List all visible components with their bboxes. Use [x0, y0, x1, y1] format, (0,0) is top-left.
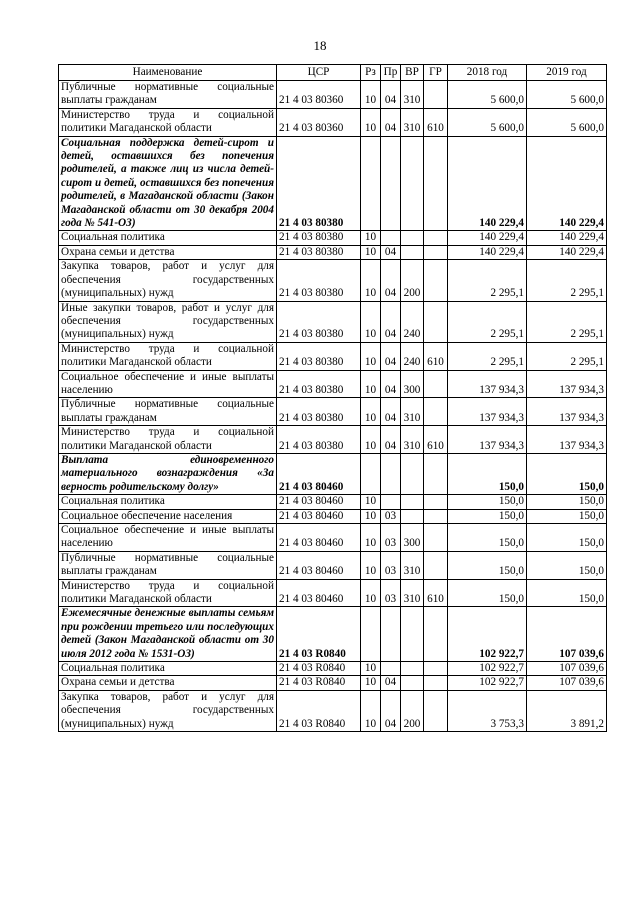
table-row: [59, 231, 607, 245]
cell-rz: 10: [361, 301, 381, 342]
cell-2018: 3 753,3: [448, 690, 527, 731]
cell-2018: 2 295,1: [448, 260, 527, 301]
cell-2018: 137 934,3: [448, 398, 527, 426]
cell-rz: 10: [361, 524, 381, 552]
header-vr: ВР: [401, 65, 424, 81]
cell-gr: [424, 453, 448, 494]
cell-name: Иные закупки товаров, работ и услуг для обеспечения государственных (муниципальных) нужд: [59, 301, 277, 342]
cell-2019: 150,0: [527, 551, 607, 579]
cell-vr: 310: [401, 426, 424, 454]
cell-csr: 21 4 03 80380: [277, 260, 361, 301]
cell-pr: 04: [381, 260, 401, 301]
cell-rz: 10: [361, 676, 381, 690]
cell-pr: [381, 231, 401, 245]
cell-vr: [401, 662, 424, 676]
table-row: [59, 81, 607, 109]
cell-pr: [381, 136, 401, 231]
cell-2018: 150,0: [448, 551, 527, 579]
cell-2018: 140 229,4: [448, 245, 527, 259]
table-row: [59, 524, 607, 552]
cell-csr: 21 4 03 80380: [277, 398, 361, 426]
cell-2019: 140 229,4: [527, 231, 607, 245]
cell-vr: 310: [401, 398, 424, 426]
table-row: [59, 370, 607, 398]
cell-2019: 2 295,1: [527, 260, 607, 301]
cell-pr: 03: [381, 551, 401, 579]
cell-pr: [381, 607, 401, 662]
cell-gr: [424, 495, 448, 509]
cell-2018: 137 934,3: [448, 370, 527, 398]
cell-rz: [361, 453, 381, 494]
cell-gr: 610: [424, 342, 448, 370]
cell-csr: 21 4 03 R0840: [277, 676, 361, 690]
cell-name: Социальное обеспечение населения: [59, 509, 277, 523]
cell-2018: 140 229,4: [448, 136, 527, 231]
cell-2018: 150,0: [448, 453, 527, 494]
cell-name: Социальное обеспечение и иные выплаты населению: [59, 370, 277, 398]
cell-rz: 10: [361, 662, 381, 676]
cell-2018: 140 229,4: [448, 231, 527, 245]
cell-2019: 137 934,3: [527, 370, 607, 398]
cell-2019: 137 934,3: [527, 426, 607, 454]
cell-name: Закупка товаров, работ и услуг для обеспечения государственных (муниципальных) нужд: [59, 690, 277, 731]
cell-2019: 137 934,3: [527, 398, 607, 426]
cell-gr: [424, 301, 448, 342]
table-row: [59, 676, 607, 690]
cell-2018: 102 922,7: [448, 662, 527, 676]
cell-2018: 150,0: [448, 579, 527, 607]
table-row: [59, 426, 607, 454]
cell-pr: 04: [381, 370, 401, 398]
cell-pr: 04: [381, 342, 401, 370]
cell-csr: 21 4 03 80380: [277, 231, 361, 245]
cell-csr: 21 4 03 R0840: [277, 607, 361, 662]
cell-rz: 10: [361, 370, 381, 398]
cell-2019: 150,0: [527, 495, 607, 509]
cell-name: Министерство труда и социальной политики Магаданской области: [59, 579, 277, 607]
cell-gr: [424, 398, 448, 426]
cell-rz: 10: [361, 426, 381, 454]
cell-pr: 03: [381, 579, 401, 607]
cell-vr: 310: [401, 579, 424, 607]
cell-csr: 21 4 03 80460: [277, 579, 361, 607]
cell-name: Социальное обеспечение и иные выплаты населению: [59, 524, 277, 552]
cell-rz: 10: [361, 690, 381, 731]
cell-2019: 107 039,6: [527, 662, 607, 676]
cell-2018: 2 295,1: [448, 342, 527, 370]
cell-2018: 2 295,1: [448, 301, 527, 342]
table-row: [59, 607, 607, 662]
cell-pr: [381, 453, 401, 494]
cell-vr: 200: [401, 690, 424, 731]
table-row: [59, 509, 607, 523]
cell-csr: 21 4 03 80460: [277, 551, 361, 579]
cell-name: Министерство труда и социальной политики Магаданской области: [59, 342, 277, 370]
cell-name: Социальная политика: [59, 495, 277, 509]
cell-name: Министерство труда и социальной политики Магаданской области: [59, 426, 277, 454]
cell-name: Закупка товаров, работ и услуг для обеспечения государственных (муниципальных) нужд: [59, 260, 277, 301]
cell-pr: 03: [381, 509, 401, 523]
cell-vr: 300: [401, 370, 424, 398]
cell-gr: 610: [424, 108, 448, 136]
cell-gr: [424, 245, 448, 259]
cell-vr: [401, 676, 424, 690]
table-row: [59, 136, 607, 231]
cell-gr: [424, 607, 448, 662]
cell-name: Публичные нормативные социальные выплаты гражданам: [59, 398, 277, 426]
cell-rz: 10: [361, 398, 381, 426]
cell-rz: 10: [361, 245, 381, 259]
cell-vr: 240: [401, 342, 424, 370]
cell-2019: 2 295,1: [527, 342, 607, 370]
cell-gr: 610: [424, 579, 448, 607]
table-row: [59, 108, 607, 136]
cell-rz: 10: [361, 81, 381, 109]
cell-rz: 10: [361, 108, 381, 136]
table-row: [59, 301, 607, 342]
cell-name: Социальная политика: [59, 231, 277, 245]
cell-rz: 10: [361, 495, 381, 509]
cell-gr: [424, 509, 448, 523]
header-name: Наименование: [59, 65, 277, 81]
cell-name: Публичные нормативные социальные выплаты гражданам: [59, 551, 277, 579]
cell-pr: 04: [381, 301, 401, 342]
cell-2018: 150,0: [448, 495, 527, 509]
cell-2019: 5 600,0: [527, 108, 607, 136]
cell-2018: 102 922,7: [448, 676, 527, 690]
cell-2018: 150,0: [448, 509, 527, 523]
table-row: [59, 398, 607, 426]
budget-table: [58, 64, 607, 732]
cell-vr: [401, 495, 424, 509]
cell-csr: 21 4 03 R0840: [277, 690, 361, 731]
header-csr: ЦСР: [277, 65, 361, 81]
header-rz: Рз: [361, 65, 381, 81]
cell-gr: 610: [424, 426, 448, 454]
cell-csr: 21 4 03 80380: [277, 301, 361, 342]
cell-name: Социальная поддержка детей-сирот и детей, оставшихся без попечения родителей, а также лиц из числа детей-сирот и детей, оставшихся без попечения родителей, в Магаданской области (Закон Магаданской области от 30 декабря 2004 года № 541-ОЗ): [59, 136, 277, 231]
cell-vr: [401, 245, 424, 259]
cell-name: Ежемесячные денежные выплаты семьям при рождении третьего или последующих детей (Закон Магаданской области от 30 июля 2012 года № 1531-ОЗ): [59, 607, 277, 662]
table-row: [59, 245, 607, 259]
table-row: [59, 551, 607, 579]
cell-2018: 150,0: [448, 524, 527, 552]
cell-csr: 21 4 03 80380: [277, 370, 361, 398]
cell-csr: 21 4 03 80380: [277, 136, 361, 231]
header-2019: 2019 год: [527, 65, 607, 81]
cell-2019: 5 600,0: [527, 81, 607, 109]
cell-rz: 10: [361, 342, 381, 370]
cell-vr: [401, 509, 424, 523]
cell-2019: 150,0: [527, 509, 607, 523]
cell-2018: 5 600,0: [448, 81, 527, 109]
cell-csr: 21 4 03 80460: [277, 495, 361, 509]
cell-pr: 04: [381, 108, 401, 136]
cell-pr: 04: [381, 81, 401, 109]
cell-name: Министерство труда и социальной политики Магаданской области: [59, 108, 277, 136]
cell-csr: 21 4 03 80460: [277, 509, 361, 523]
cell-pr: 04: [381, 398, 401, 426]
header-pr: Пр: [381, 65, 401, 81]
table-row: [59, 495, 607, 509]
cell-vr: [401, 607, 424, 662]
cell-vr: [401, 231, 424, 245]
cell-gr: [424, 81, 448, 109]
cell-csr: 21 4 03 80460: [277, 453, 361, 494]
cell-pr: 04: [381, 676, 401, 690]
cell-2018: 137 934,3: [448, 426, 527, 454]
cell-2019: 150,0: [527, 524, 607, 552]
cell-pr: 04: [381, 690, 401, 731]
cell-2018: 102 922,7: [448, 607, 527, 662]
cell-gr: [424, 690, 448, 731]
cell-gr: [424, 231, 448, 245]
cell-vr: 310: [401, 81, 424, 109]
table-row: [59, 260, 607, 301]
cell-rz: 10: [361, 579, 381, 607]
cell-rz: 10: [361, 231, 381, 245]
cell-pr: 04: [381, 245, 401, 259]
cell-2019: 150,0: [527, 579, 607, 607]
cell-vr: 310: [401, 551, 424, 579]
cell-2019: 3 891,2: [527, 690, 607, 731]
cell-rz: [361, 607, 381, 662]
table-row: [59, 342, 607, 370]
cell-name: Выплата единовременного материального вознаграждения «За верность родительскому долгу»: [59, 453, 277, 494]
cell-gr: [424, 551, 448, 579]
cell-csr: 21 4 03 80360: [277, 108, 361, 136]
cell-2019: 107 039,6: [527, 607, 607, 662]
cell-2019: 107 039,6: [527, 676, 607, 690]
table-header-row: [59, 65, 607, 81]
cell-name: Социальная политика: [59, 662, 277, 676]
cell-vr: 310: [401, 108, 424, 136]
cell-csr: 21 4 03 80380: [277, 245, 361, 259]
cell-rz: 10: [361, 509, 381, 523]
table-row: [59, 690, 607, 731]
table-row: [59, 662, 607, 676]
cell-rz: 10: [361, 260, 381, 301]
cell-2019: 2 295,1: [527, 301, 607, 342]
cell-csr: 21 4 03 R0840: [277, 662, 361, 676]
cell-vr: 300: [401, 524, 424, 552]
cell-pr: [381, 495, 401, 509]
cell-vr: 240: [401, 301, 424, 342]
cell-csr: 21 4 03 80460: [277, 524, 361, 552]
cell-pr: [381, 662, 401, 676]
cell-2019: 150,0: [527, 453, 607, 494]
cell-vr: [401, 453, 424, 494]
table-row: [59, 453, 607, 494]
cell-rz: 10: [361, 551, 381, 579]
cell-name: Охрана семьи и детства: [59, 676, 277, 690]
cell-csr: 21 4 03 80380: [277, 426, 361, 454]
cell-name: Публичные нормативные социальные выплаты гражданам: [59, 81, 277, 109]
cell-gr: [424, 662, 448, 676]
cell-pr: 03: [381, 524, 401, 552]
header-2018: 2018 год: [448, 65, 527, 81]
page-number: 18: [313, 38, 327, 53]
cell-name: Охрана семьи и детства: [59, 245, 277, 259]
cell-2019: 140 229,4: [527, 245, 607, 259]
cell-vr: [401, 136, 424, 231]
table-row: [59, 579, 607, 607]
cell-csr: 21 4 03 80380: [277, 342, 361, 370]
cell-2018: 5 600,0: [448, 108, 527, 136]
cell-2019: 140 229,4: [527, 136, 607, 231]
cell-gr: [424, 260, 448, 301]
cell-rz: [361, 136, 381, 231]
cell-gr: [424, 524, 448, 552]
cell-vr: 200: [401, 260, 424, 301]
cell-gr: [424, 370, 448, 398]
cell-pr: 04: [381, 426, 401, 454]
header-gr: ГР: [424, 65, 448, 81]
cell-csr: 21 4 03 80360: [277, 81, 361, 109]
cell-gr: [424, 676, 448, 690]
cell-gr: [424, 136, 448, 231]
